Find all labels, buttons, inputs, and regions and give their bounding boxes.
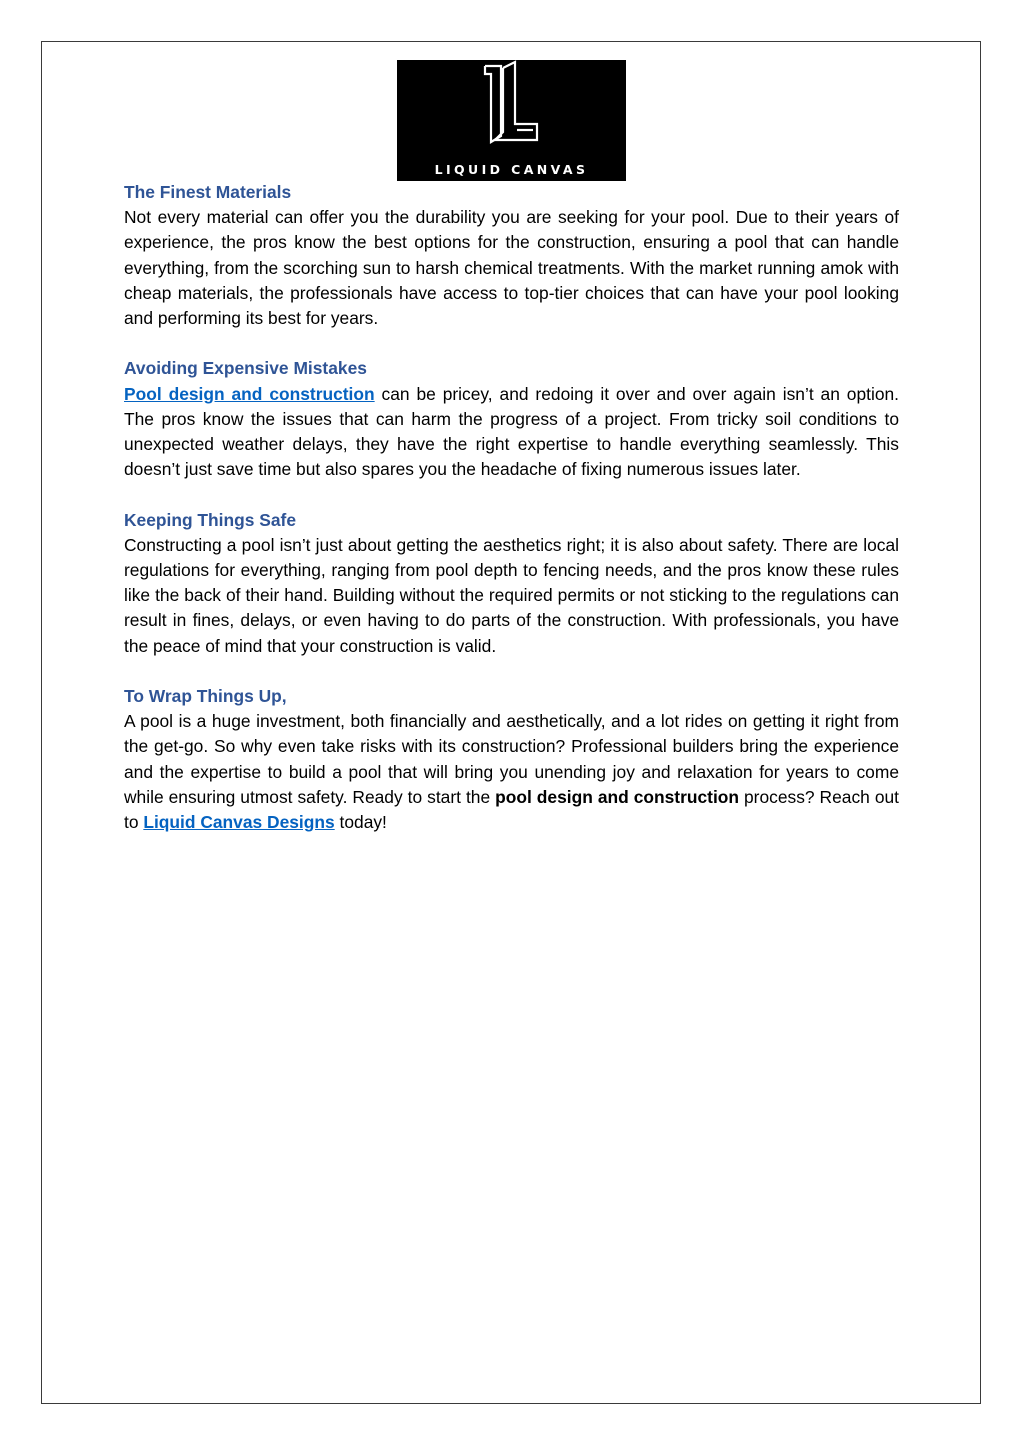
liquid-canvas-designs-link[interactable]: Liquid Canvas Designs [143, 812, 335, 833]
section-finest-materials [124, 180, 899, 331]
section-heading: Avoiding Expensive Mistakes [124, 358, 367, 379]
section-heading: Keeping Things Safe [124, 509, 296, 530]
article-body [124, 180, 899, 860]
paragraph-text: A pool is a huge investment, both financially and aesthetically, and a lot rides on getting it right from the get-go. So why even take risks with its construction? Professional builders bring the experience and the expertise to build a pool that will bring you unending joy and relaxation for years to come while ensuring utmost safety. Ready to start the [124, 711, 899, 807]
paragraph-text: today! [334, 812, 387, 833]
paragraph-text: process? Reach out to [124, 786, 899, 833]
paragraph-text: can be pricey, and redoing it over and over again isn’t an option. The pros know the issues that can harm the progress of a project. From tricky soil conditions to unexpected weather delays, they have the right expertise to handle everything seamlessly. This doesn’t just save time but also spares you the headache of fixing numerous issues later. [124, 383, 900, 480]
section-paragraph: Not every material can offer you the durability you are seeking for your pool. Due to their years of experience, the pros know the best options for the construction, ensuring a pool that can handle everything, from the scorching sun to harsh chemical treatments. With the market running amok with cheap materials, the professionals have access to top-tier choices that can have your pool looking and performing its best for years. [124, 207, 899, 329]
company-logo [397, 60, 626, 195]
section-wrap-up [124, 684, 899, 835]
section-paragraph [124, 709, 899, 835]
bold-keyword: pool design and construction [495, 786, 740, 807]
pool-design-link[interactable]: Pool design and construction [124, 383, 375, 404]
section-keeping-safe [124, 508, 899, 659]
logo-brand-text: LIQUID CANVAS DESIGNS [434, 162, 589, 195]
section-paragraph: Constructing a pool isn’t just about getting the aesthetics right; it is also about safety. There are local regulations for everything, ranging from pool depth to fencing needs, and the pros know these rules like the back of their hand. Building without the required permits or not sticking to the regulations can result in fines, delays, or even having to do parts of the construction. With professionals, you have the peace of mind that your construction is valid. [124, 534, 899, 656]
section-paragraph [124, 382, 899, 483]
section-avoiding-mistakes [124, 356, 899, 482]
section-heading: The Finest Materials [124, 182, 292, 202]
section-heading: To Wrap Things Up, [124, 686, 287, 707]
